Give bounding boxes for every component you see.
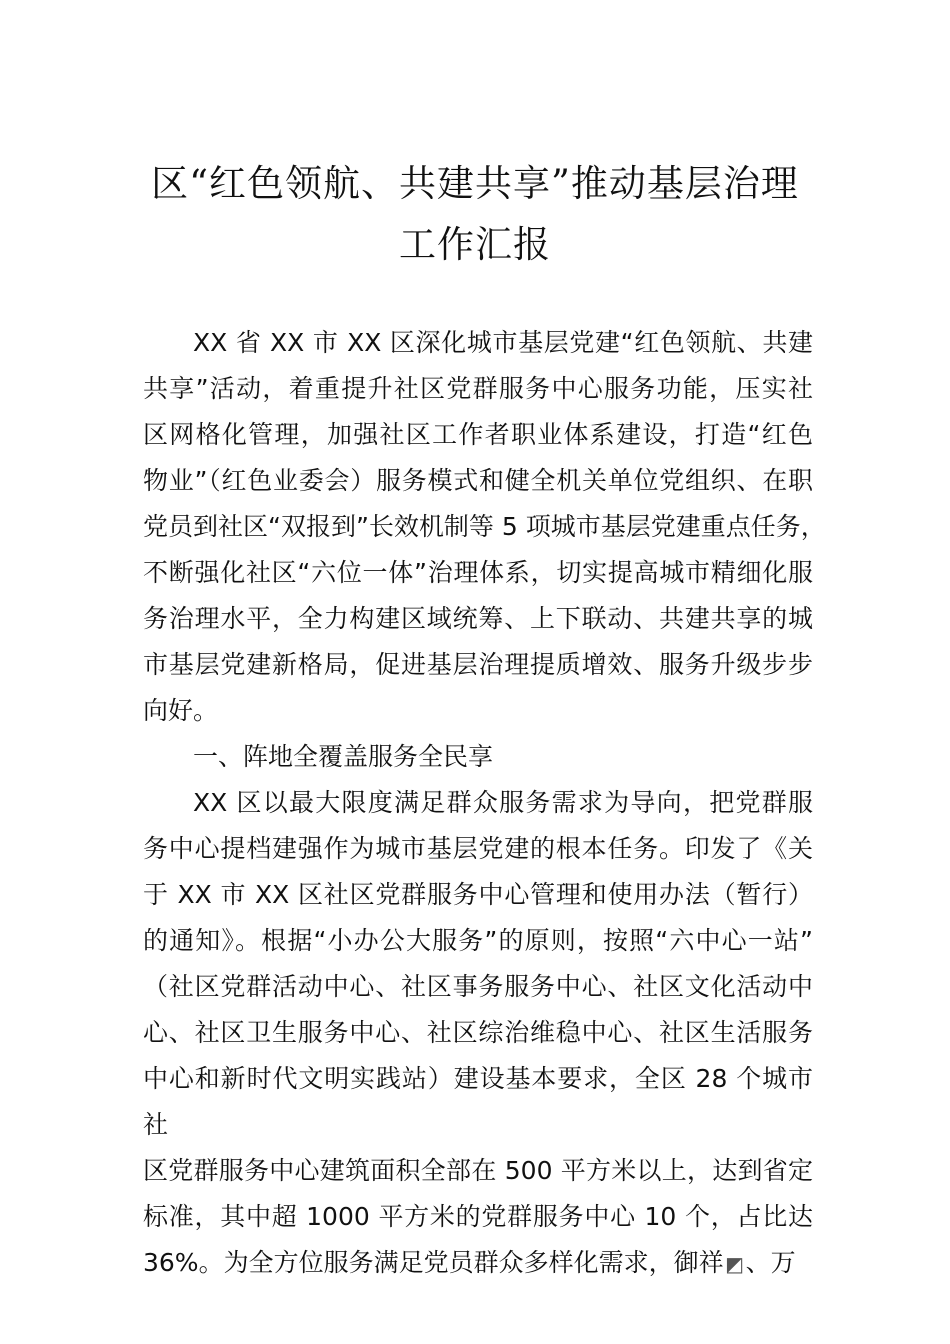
paragraph-line: 务治理水平，全力构建区域统筹、上下联动、共建共享的城 xyxy=(143,604,813,633)
paragraph-line: 物业”（红色业委会）服务模式和健全机关单位党组织、在职 xyxy=(143,466,813,495)
paragraph-line: 标准，其中超 1000 平方米的党群服务中心 10 个，占比达 xyxy=(143,1202,813,1231)
section-heading: 一、阵地全覆盖服务全民享 xyxy=(193,742,494,771)
paragraph-line: 市基层党建新格局，促进基层治理提质增效、服务升级步步 xyxy=(143,650,813,679)
paragraph-line: 区党群服务中心建筑面积全部在 500 平方米以上，达到省定 xyxy=(143,1156,813,1185)
paragraph-line: 心、社区卫生服务中心、社区综治维稳中心、社区生活服务 xyxy=(143,1018,813,1047)
paragraph-line: 不断强化社区“六位一体”治理体系，切实提高城市精细化服 xyxy=(143,558,813,587)
paragraph-line: 区网格化管理，加强社区工作者职业体系建设，打造“红色 xyxy=(143,420,813,449)
paragraph-line xyxy=(143,1240,813,1286)
paragraph-line-tail: 、万 xyxy=(745,1248,796,1277)
paragraph-line: 务中心提档建强作为城市基层党建的根本任务。印发了《关 xyxy=(143,834,813,863)
paragraph-line: XX 省 XX 市 XX 区深化城市基层党建“红色领航、共建 xyxy=(193,328,813,357)
paragraph-line: 党员到社区“双报到”长效机制等 5 项城市基层党建重点任务， xyxy=(143,512,826,541)
paragraph-line: XX 区以最大限度满足群众服务需求为导向，把党群服 xyxy=(193,788,813,817)
broken-glyph-icon: ◩ xyxy=(725,1252,745,1276)
paragraph-line: 的通知》。根据“小办公大服务”的原则，按照“六中心一站” xyxy=(143,926,813,955)
paragraph-line-text: 36%。为全方位服务满足党员群众多样化需求，御祥 xyxy=(143,1248,724,1277)
paragraph-line: 于 XX 市 XX 区社区党群服务中心管理和使用办法（暂行） xyxy=(143,880,813,909)
paragraph-line: 向好。 xyxy=(143,696,219,725)
paragraph-line: （社区党群活动中心、社区事务服务中心、社区文化活动中 xyxy=(143,972,813,1001)
document-title-line-2: 工作汇报 xyxy=(399,223,551,266)
paragraph-line: 中心和新时代文明实践站）建设基本要求，全区 28 个城市 xyxy=(143,1064,813,1093)
paragraph-line: 社 xyxy=(143,1110,169,1139)
paragraph-line: 共享”活动，着重提升社区党群服务中心服务功能，压实社 xyxy=(143,374,813,403)
document-title-line-1: 区“红色领航、共建共享”推动基层治理 xyxy=(151,162,799,205)
document-body xyxy=(143,320,826,1286)
